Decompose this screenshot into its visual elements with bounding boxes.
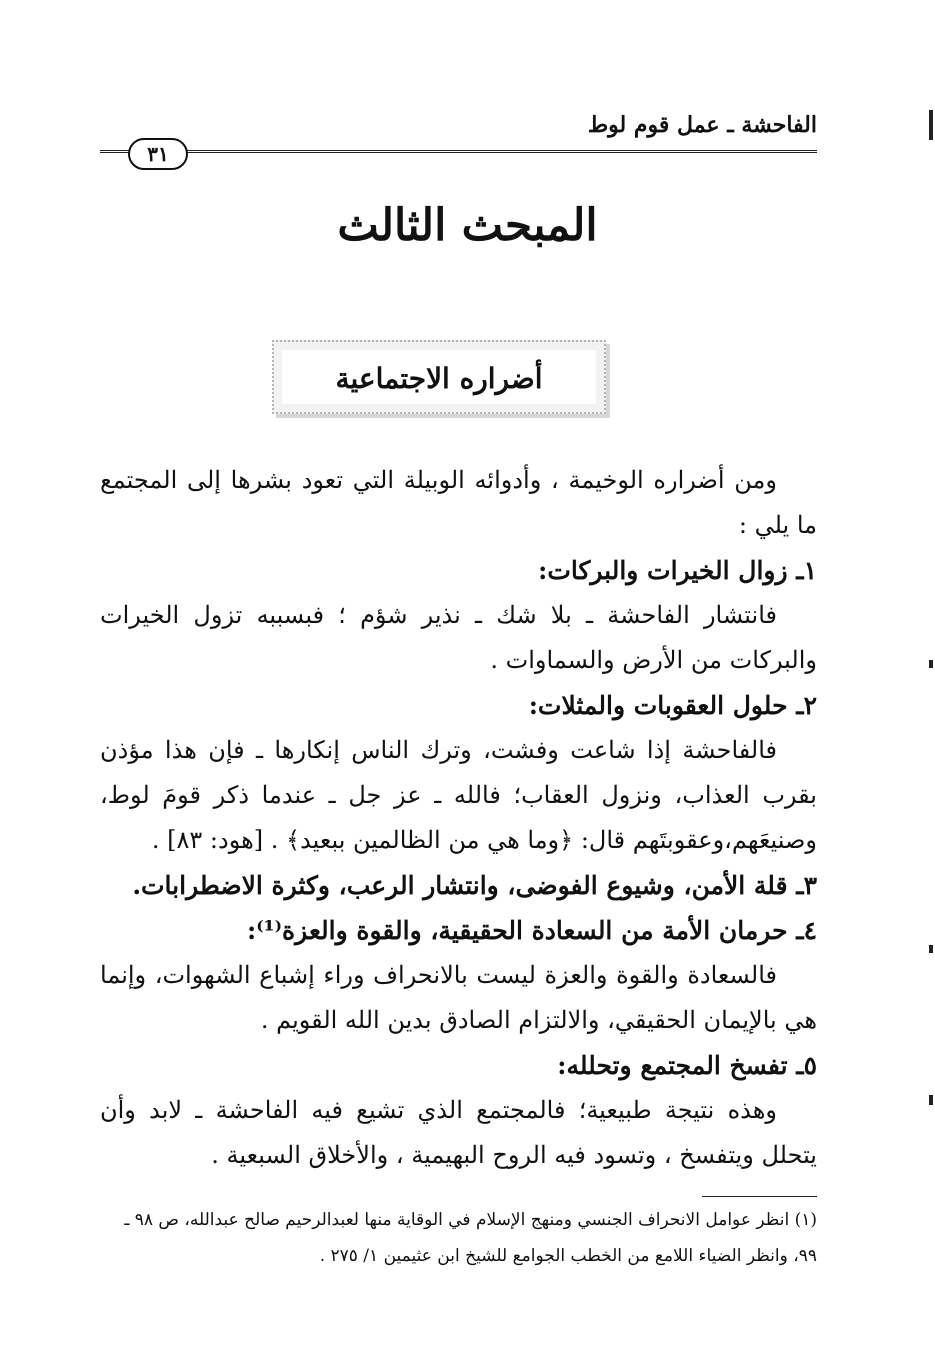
section-title-box <box>272 340 606 414</box>
item-heading-4: ٤ـ حرمان الأمة من السعادة الحقيقية، والقوة والعزة⁽¹⁾: <box>246 916 817 945</box>
item-text-5: وهذه نتيجة طبيعية؛ فالمجتمع الذي تشيع فيه الفاحشة ـ لابد وأن يتحلل ويتفسخ ، وتسود فيه الروح البهيمية ، والأخلاق السبعية . <box>100 1096 817 1169</box>
header-rule-left <box>100 150 130 153</box>
section-title-box-inner <box>282 350 596 404</box>
scan-edge-mark <box>929 660 933 668</box>
item-heading-2: ٢ـ حلول العقوبات والمثلات: <box>528 691 817 720</box>
footnote-rule <box>702 1196 817 1197</box>
running-header-title: الفاحشة ـ عمل قوم لوط <box>587 112 817 138</box>
body-text <box>100 458 817 1178</box>
item-heading-3: ٣ـ قلة الأمن، وشيوع الفوضى، وانتشار الرعب، وكثرة الاضطرابات. <box>132 871 817 900</box>
item-heading-1: ١ـ زوال الخيرات والبركات: <box>538 556 817 585</box>
item-text-2: فالفاحشة إذا شاعت وفشت، وترك الناس إنكارها ـ فإن هذا مؤذن بقرب العذاب، ونزول العقاب؛ فالله ـ عز جل ـ عندما ذكر قومَ لوط، وصنيعَهم،وعقوبتَهم قال: ﴿وما هي من الظالمين ببعيد﴾ . [هود: ٨٣] . <box>100 736 817 854</box>
item-heading-5: ٥ـ تفسخ المجتمع وتحلله: <box>557 1051 817 1080</box>
scan-edge-mark <box>929 945 933 953</box>
chapter-title: المبحث الثالث <box>337 200 598 251</box>
scan-edge-mark <box>929 1095 933 1105</box>
item-text-4: فالسعادة والقوة والعزة ليست بالانحراف وراء إشباع الشهوات، وإنما هي بالإيمان الحقيقي، والالتزام الصادق بدين الله القويم . <box>100 961 817 1034</box>
section-title: أضراره الاجتماعية <box>335 362 543 395</box>
item-text-1: فانتشار الفاحشة ـ بلا شك ـ نذير شؤم ؛ فبسببه تزول الخيرات والبركات من الأرض والسماوات . <box>100 601 817 674</box>
footnote: (١) انظر عوامل الانحراف الجنسي ومنهج الإسلام في الوقاية منها لعبدالرحيم صالح عبدالله، ص ٩٨ ـ ٩٩، وانظر الضياء اللامع من الخطب الجوامع للشيخ ابن عثيمين ١/ ٢٧٥ . <box>124 1210 817 1266</box>
header-rule <box>186 150 817 153</box>
intro-paragraph: ومن أضراره الوخيمة ، وأدوائه الوبيلة التي تعود بشرها إلى المجتمع ما يلي : <box>100 466 817 539</box>
scan-edge-mark <box>929 110 933 140</box>
page-number: ٣١ <box>128 138 188 170</box>
